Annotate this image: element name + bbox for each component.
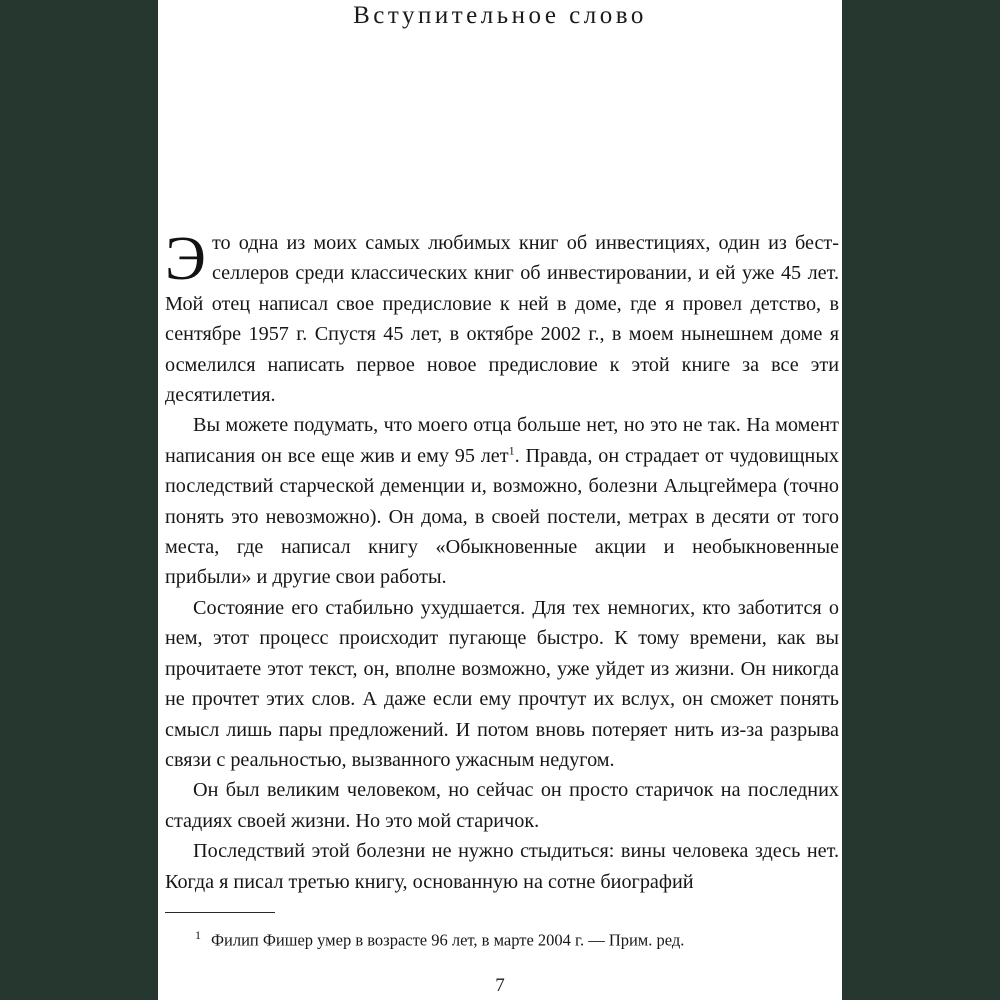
body-text (165, 225, 839, 897)
footnote-text: Филип Фишер умер в возрасте 96 лет, в марте 2004 г. — Прим. ред. (211, 930, 685, 950)
paragraph-1-text: то одна из моих самых любимых книг об инвестициях, один из бестселлеров среди классических книг об инвестировании, и ей уже 45 лет. Мой отец написал свое предисловие к ней в доме, где я провел детство, в сентябре 1957 г. Спустя 45 лет, в октябре 2002 г., в моем нынешнем доме я осмелился написать первое новое предисловие к этой книге за все эти десятилетия. (165, 232, 839, 407)
footnote-reference-1[interactable]: 1 (508, 443, 515, 458)
paragraph-2-text-after-footnote: . Правда, он страдает от чудовищных последствий старческой деменции и, возможно, болезни Альцгеймера (точно понять это невозможно). Он дома, в своей постели, метрах в десяти от того места, где написал книгу «Обыкновенные акции и необыкновенные прибыли» и другие свои работы. (165, 444, 839, 589)
page-gutter-left (0, 0, 158, 1000)
paragraph-4: Он был великим человеком, но сейчас он просто старичок на последних стадиях своей жизни. Но это мой старичок. (165, 779, 839, 832)
page-title: Вступительное слово (353, 2, 647, 29)
footnote-1 (165, 924, 839, 952)
page-content (158, 0, 842, 1000)
paragraph-1 (165, 225, 839, 410)
paragraph-3: Состояние его стабильно ухудшается. Для тех немногих, кто заботится о нем, этот процесс происходит пугающе быстро. К тому времени, как вы прочитаете этот текст, он, вполне возможно, уже уйдет из жизни. Он никогда не прочтет этих слов. А даже если ему прочтут их вслух, он сможет понять смысл лишь пары предложений. И потом вновь потеряет нить из-за разрыва связи с реальностью, вызванного ужасным недугом. (165, 596, 839, 771)
footnote-area (165, 912, 839, 952)
paragraph-5: Последствий этой болезни не нужно стыдиться: вины человека здесь нет. Когда я писал третью книгу, основанную на сотне биографий (165, 840, 839, 893)
footnote-number: 1 (195, 928, 201, 942)
paragraph-2-text-before-footnote: Вы можете подумать, что моего отца больше нет, но это не так. На момент написания он все еще жив и ему 95 лет (165, 414, 839, 467)
page-number: 7 (495, 975, 505, 996)
footnote-separator (165, 912, 275, 913)
drop-cap: Э (165, 225, 206, 293)
page-gutter-right (842, 0, 1000, 1000)
paragraph-2 (165, 410, 839, 592)
